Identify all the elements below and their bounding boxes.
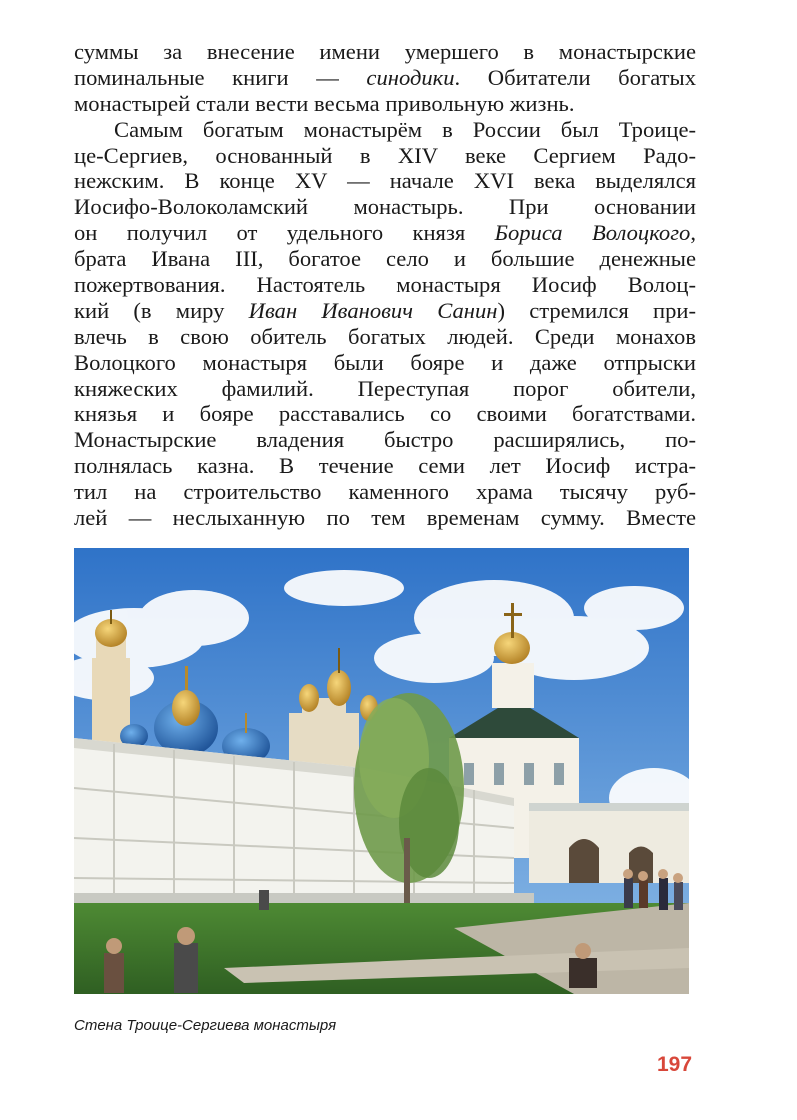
text-segment: лей — неслыханную по тем временам сумму. Вместе — [74, 505, 696, 531]
text-segment: це-Сергиев, основанный в XIV веке Сергием Радо- — [74, 142, 696, 168]
text-segment: полнялась казна. В течение семи лет Иосиф истра- — [74, 453, 696, 479]
text-line — [74, 39, 696, 65]
body-text — [74, 39, 696, 531]
text-line — [74, 505, 696, 531]
figure-caption: Стена Троице-Сергиева монастыря — [74, 1017, 337, 1034]
text-line — [74, 143, 696, 169]
text-segment: влечь в свою обитель богатых людей. Среди монахов — [74, 323, 696, 349]
text-segment: пожертвования. Настоятель монастыря Иосиф Волоц- — [74, 272, 696, 298]
text-segment: княжеских фамилий. Переступая порог обители, — [74, 375, 696, 401]
text-segment: брата Ивана III, богатое село и большие денежные — [74, 246, 696, 272]
monastery-photo-illustration — [74, 548, 689, 994]
text-segment: он получил от удельного князя — [74, 220, 495, 246]
text-line — [74, 401, 696, 427]
italic-term: Иван Иванович Санин — [248, 297, 498, 323]
text-line — [74, 350, 696, 376]
text-line — [74, 376, 696, 402]
text-line — [74, 91, 696, 117]
text-line — [74, 117, 696, 143]
text-segment: князья и бояре расставались со своими богатствами. — [74, 401, 696, 427]
text-segment: тил на строительство каменного храма тысячу руб- — [74, 479, 696, 505]
text-segment: Волоцкого монастыря были бояре и даже отпрыски — [74, 349, 696, 375]
text-line — [74, 298, 696, 324]
text-line — [74, 324, 696, 350]
text-segment: монастырей стали вести весьма привольную жизнь. — [74, 90, 575, 116]
text-segment: Иосифо-Волоколамский монастырь. При основании — [74, 194, 696, 220]
text-segment: суммы за внесение имени умершего в монастырские — [74, 39, 696, 64]
text-line — [74, 194, 696, 220]
italic-term: Бориса Волоцкого — [494, 220, 691, 246]
text-segment: нежским. В конце XV — начале XVI века выделялся — [74, 168, 696, 194]
text-segment: поминальные книги — — [74, 64, 367, 90]
text-segment: , — [690, 220, 696, 246]
text-line — [74, 168, 696, 194]
text-line — [74, 479, 696, 505]
text-line — [74, 272, 696, 298]
text-line — [74, 427, 696, 453]
text-segment: Монастырские владения быстро расширялись, по- — [74, 427, 696, 453]
text-segment: кий (в миру — [74, 297, 249, 323]
text-line — [74, 220, 696, 246]
page-number: 197 — [657, 1053, 693, 1076]
text-segment: . Обитатели богатых — [454, 64, 696, 90]
text-line — [74, 65, 696, 91]
text-segment: ) стремился при- — [497, 297, 697, 323]
text-line — [74, 453, 696, 479]
text-segment: Самым богатым монастырём в России был Троице- — [114, 116, 696, 142]
monastery-photo — [74, 548, 689, 994]
italic-term: синодики — [366, 64, 455, 90]
text-line — [74, 246, 696, 272]
